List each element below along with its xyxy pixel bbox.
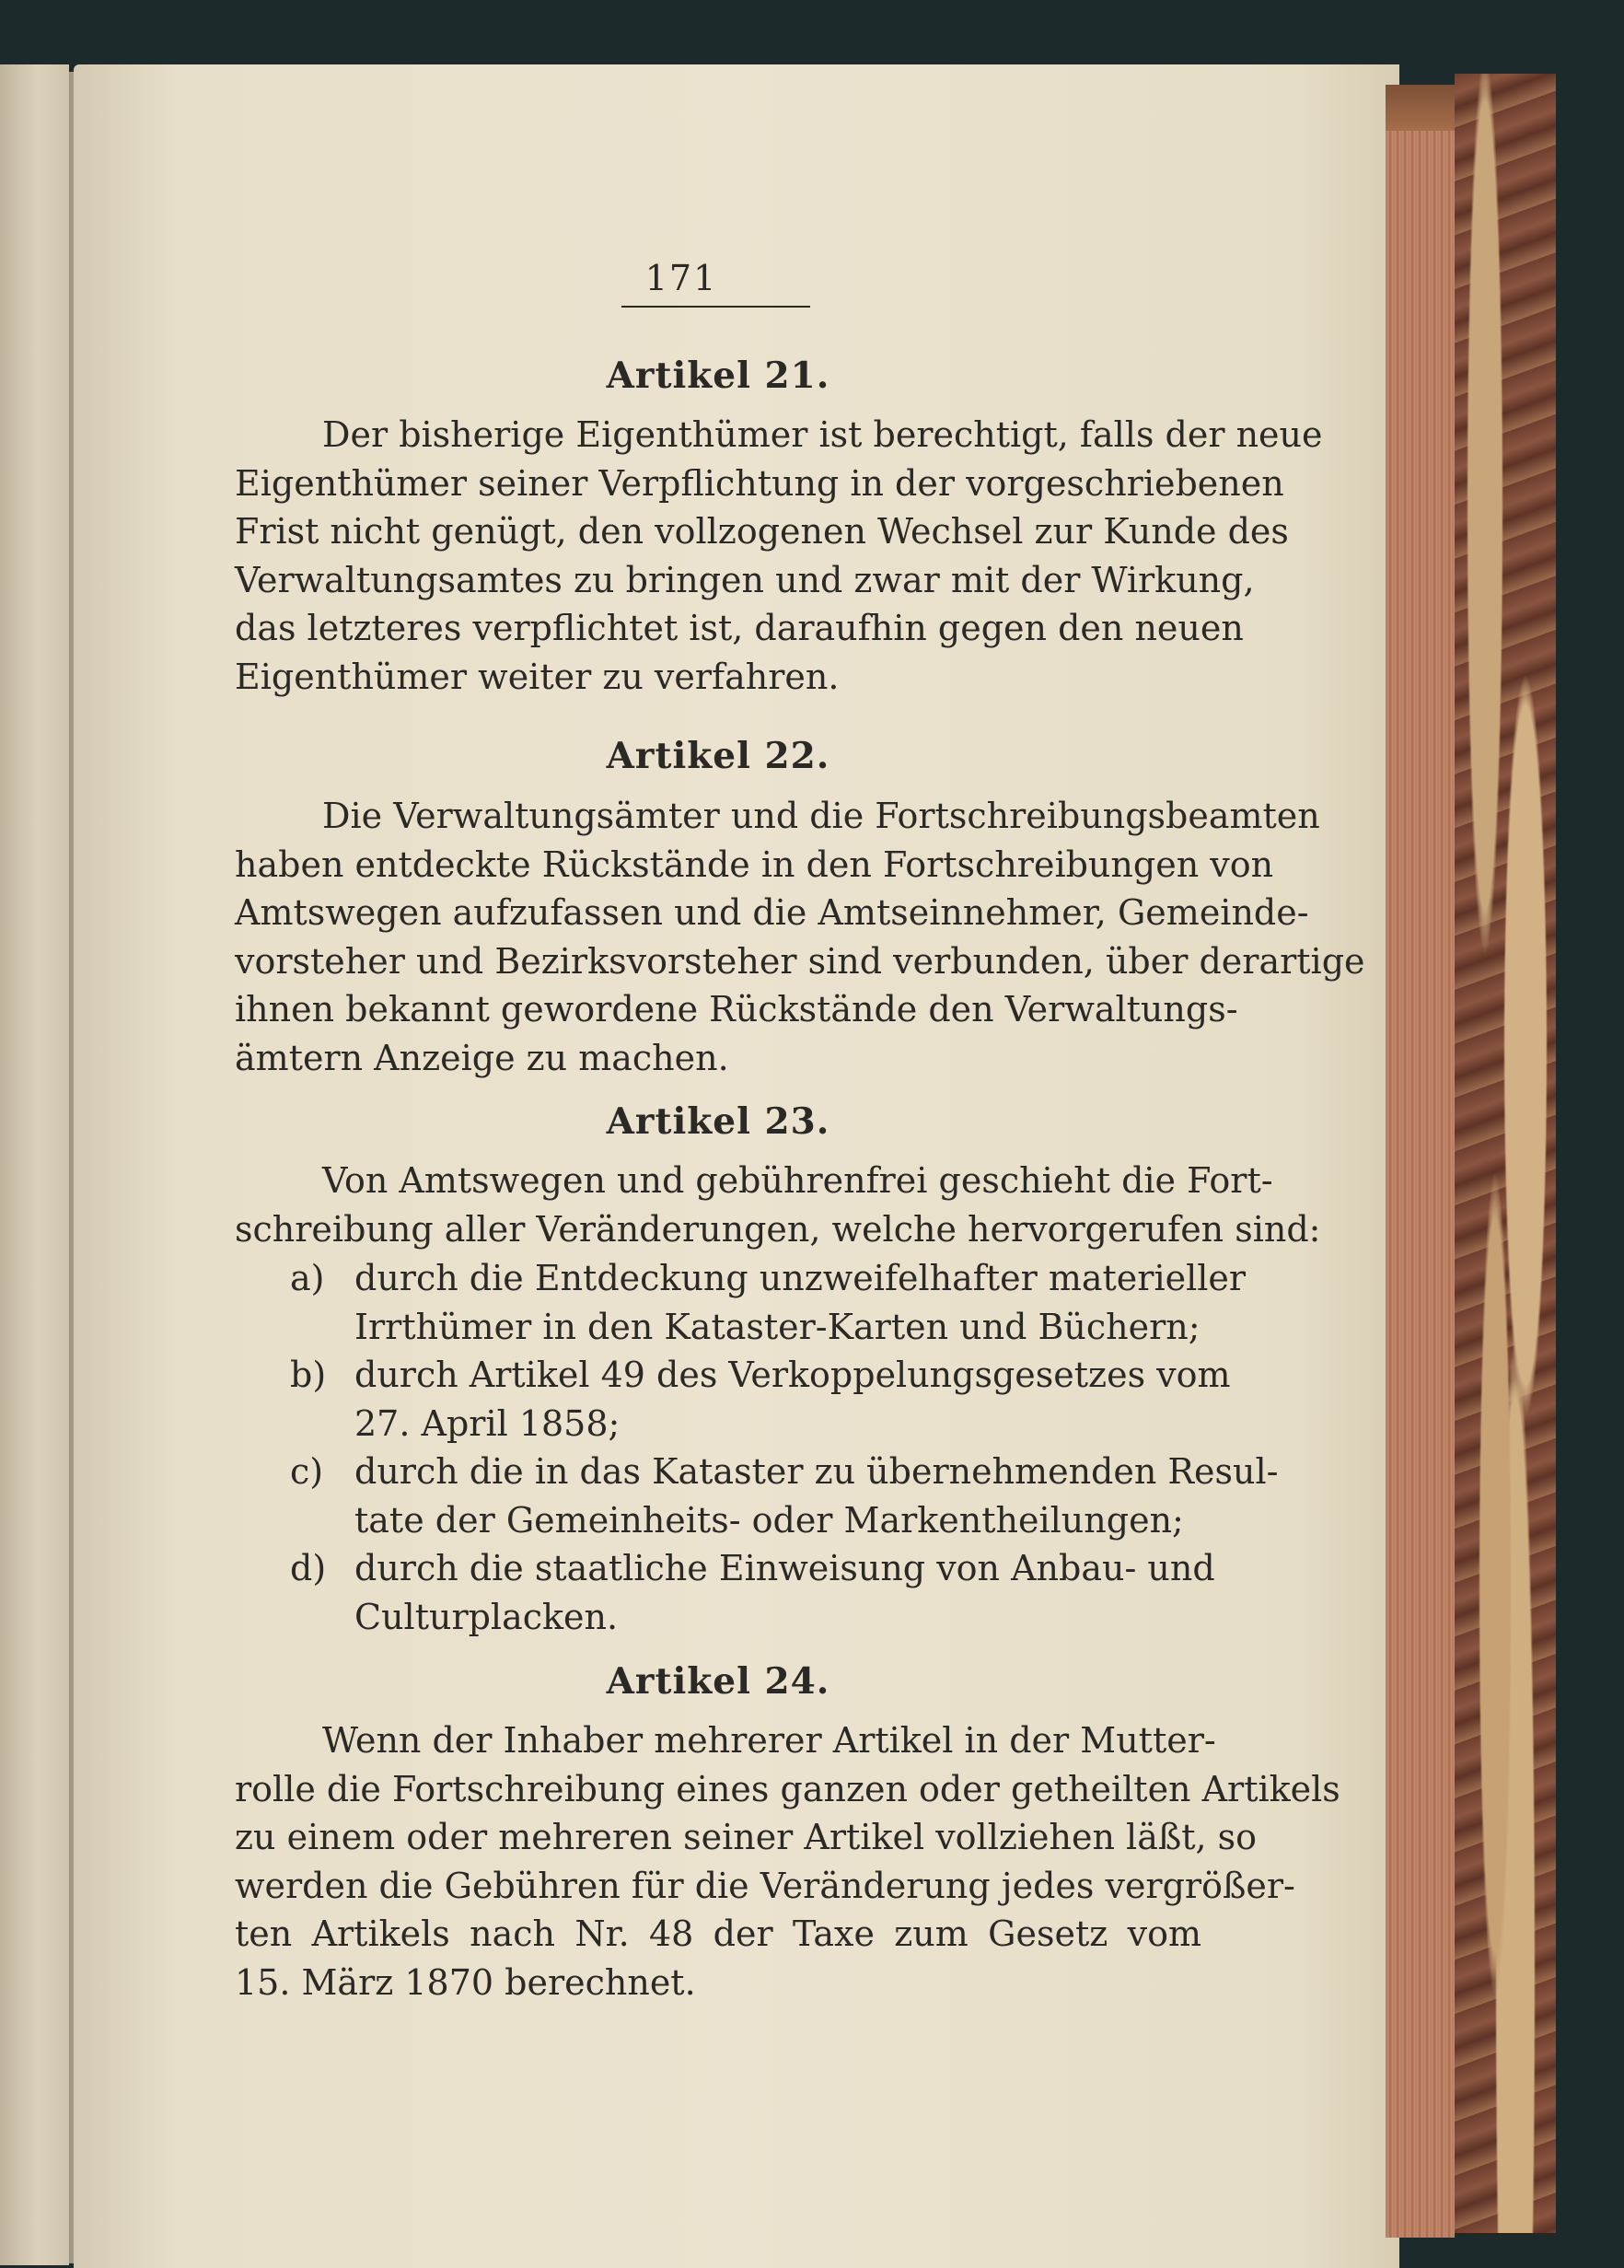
text-line: ten Artikels nach Nr. 48 der Taxe zum Gesetz vom	[235, 1913, 1201, 1954]
text-line: Verwaltungsamtes zu bringen und zwar mit der Wirkung,	[235, 559, 1255, 600]
page-block-edge	[1386, 120, 1455, 2238]
article-body	[235, 411, 1323, 701]
page-text	[235, 0, 1365, 2268]
text-line: Eigenthümer seiner Verpflichtung in der vorgeschriebenen	[235, 462, 1284, 504]
text-line: schreibung aller Veränderungen, welche hervorgerufen sind:	[235, 1208, 1321, 1250]
article-body	[235, 1716, 1340, 2006]
text-line: 15. März 1870 berechnet.	[235, 1961, 696, 2003]
text-line: ämtern Anzeige zu machen.	[235, 1037, 729, 1078]
text-line: Von Amtswegen und gebührenfrei geschieht die Fort-	[322, 1160, 1273, 1201]
list-item	[290, 1448, 1279, 1544]
article-body	[235, 1157, 1321, 1253]
marbled-cover	[1455, 74, 1556, 2233]
page-number: 171	[644, 258, 718, 298]
text-line: durch die staatliche Einweisung von Anbau- und	[354, 1548, 1215, 1588]
text-line: Eigenthümer weiter zu verfahren.	[235, 656, 840, 697]
text-line: Wenn der Inhaber mehrerer Artikel in der Mutter-	[322, 1720, 1216, 1761]
text-line: 27. April 1858;	[354, 1402, 621, 1444]
article-heading: Artikel 22.	[606, 735, 830, 777]
text-line: haben entdeckte Rückstände in den Fortschreibungen von	[235, 843, 1274, 885]
article-heading: Artikel 24.	[606, 1660, 830, 1703]
text-line: vorsteher und Bezirksvorsteher sind verbunden, über derartige	[235, 940, 1365, 982]
text-line: Der bisherige Eigenthümer ist berechtigt, falls der neue	[322, 414, 1323, 455]
text-line: Die Verwaltungsämter und die Fortschreibungsbeamten	[322, 796, 1320, 836]
list-label: c)	[290, 1451, 324, 1492]
page-number-rule	[621, 306, 810, 308]
list-item	[290, 1544, 1215, 1641]
text-line: werden die Gebühren für die Veränderung jedes vergrößer-	[235, 1865, 1295, 1906]
text-line: ihnen bekannt gewordene Rückstände den Verwaltungs-	[235, 989, 1238, 1029]
text-line: Frist nicht genügt, den vollzogenen Wechsel zur Kunde des	[235, 511, 1289, 552]
text-line: Amtswegen aufzufassen und die Amtseinnehmer, Gemeinde-	[235, 892, 1309, 933]
text-line: tate der Gemeinheits- oder Markentheilungen;	[354, 1499, 1184, 1541]
text-line: rolle die Fortschreibung eines ganzen oder getheilten Artikels	[235, 1768, 1340, 1809]
article-heading: Artikel 23.	[606, 1100, 830, 1143]
text-line: durch die Entdeckung unzweifelhafter materieller	[354, 1258, 1247, 1298]
list-item	[290, 1254, 1247, 1351]
text-line: durch Artikel 49 des Verkoppelungsgesetzes vom	[354, 1355, 1231, 1395]
list-label: b)	[290, 1355, 327, 1395]
text-line: das letzteres verpflichtet ist, daraufhin gegen den neuen	[235, 608, 1244, 648]
article-heading: Artikel 21.	[606, 355, 830, 397]
list-item	[290, 1351, 1231, 1448]
list-label: d)	[290, 1548, 327, 1588]
list-label: a)	[290, 1258, 325, 1298]
text-line: durch die in das Kataster zu übernehmenden Resul-	[354, 1451, 1279, 1492]
text-line: Irrthümer in den Kataster-Karten und Büchern;	[354, 1306, 1201, 1347]
article-body	[235, 792, 1365, 1082]
text-line: zu einem oder mehreren seiner Artikel vollziehen läßt, so	[235, 1817, 1258, 1857]
left-page-edge	[0, 64, 69, 2265]
text-line: Culturplacken.	[354, 1596, 619, 1637]
